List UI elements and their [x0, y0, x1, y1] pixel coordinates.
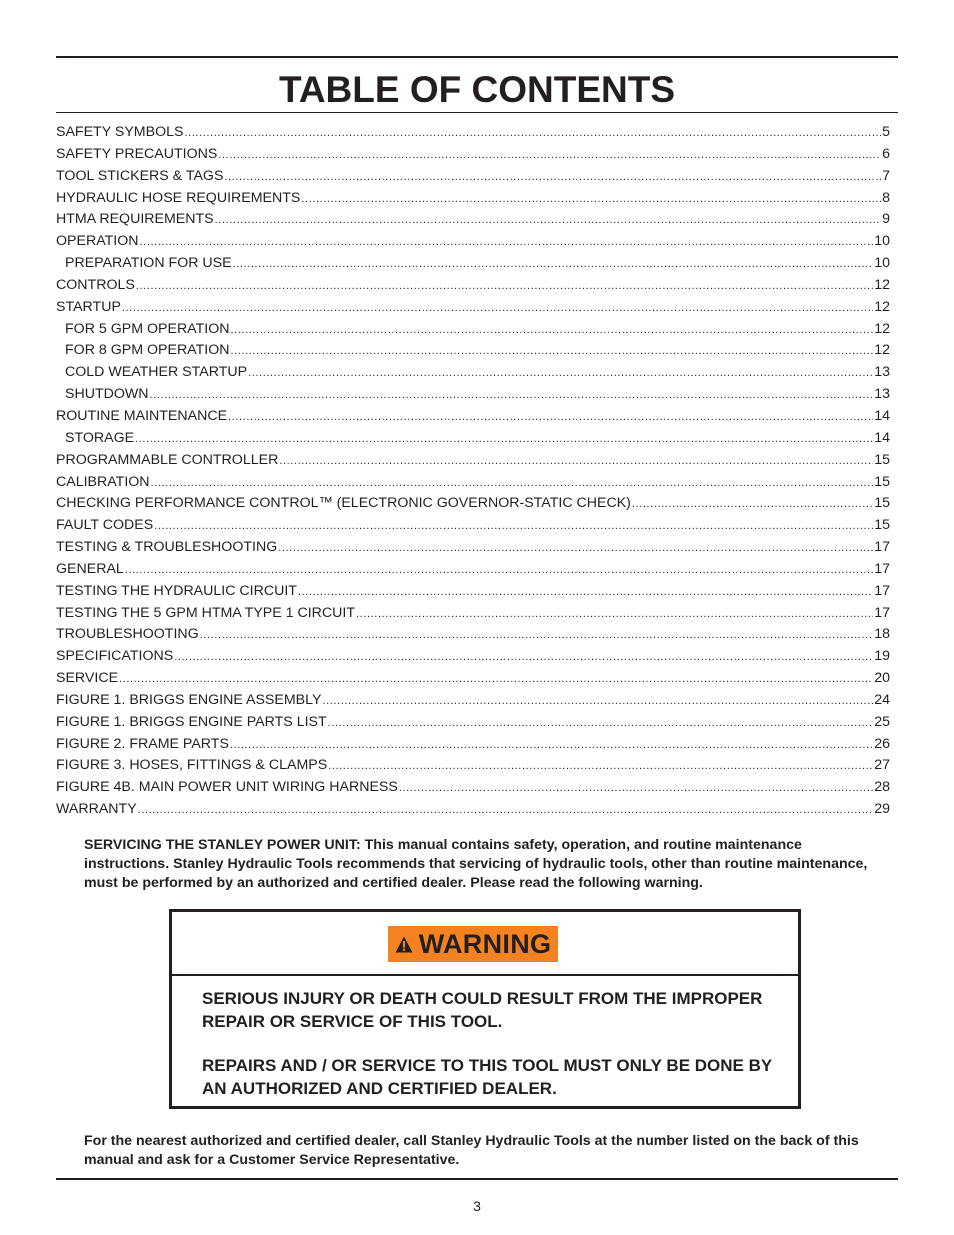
toc-entry-label: FIGURE 1. BRIGGS ENGINE PARTS LIST — [56, 713, 327, 730]
toc-leader-dots — [135, 429, 873, 450]
toc-leader-dots — [322, 691, 873, 712]
toc-entry-page: 19 — [874, 648, 890, 665]
toc-entry-label: TESTING THE 5 GPM HTMA TYPE 1 CIRCUIT — [56, 604, 356, 621]
toc-entry[interactable] — [56, 384, 890, 406]
toc-entry-page: 8 — [882, 189, 890, 206]
warning-badge — [388, 926, 558, 962]
toc-entry-page: 18 — [874, 626, 890, 643]
toc-entry[interactable] — [56, 231, 890, 253]
toc-entry[interactable] — [56, 297, 890, 319]
table-of-contents — [56, 122, 890, 821]
toc-entry-page: 17 — [874, 582, 890, 599]
toc-entry-label: FOR 8 GPM OPERATION — [65, 342, 230, 359]
toc-entry-label: WARRANTY — [56, 801, 137, 818]
toc-entry-label: ROUTINE MAINTENANCE — [56, 407, 228, 424]
toc-entry-page: 10 — [874, 233, 890, 250]
toc-entry-page: 27 — [874, 757, 890, 774]
toc-leader-dots — [328, 756, 873, 777]
toc-entry-page: 13 — [874, 364, 890, 381]
toc-entry[interactable] — [56, 690, 890, 712]
toc-entry-page: 14 — [874, 429, 890, 446]
toc-entry-label: FOR 5 GPM OPERATION — [65, 320, 230, 337]
toc-entry-label: SAFETY PRECAUTIONS — [56, 145, 218, 162]
toc-leader-dots — [231, 341, 874, 362]
toc-entry-page: 17 — [874, 539, 890, 556]
toc-entry-page: 29 — [874, 801, 890, 818]
title-rule — [56, 112, 898, 113]
warning-text-injury: SERIOUS INJURY OR DEATH COULD RESULT FROM THE IMPROPER REPAIR OR SERVICE OF THIS TOOL. — [202, 989, 763, 1031]
toc-entry-page: 10 — [874, 255, 890, 272]
toc-entry[interactable] — [56, 734, 890, 756]
warning-label: WARNING — [418, 929, 552, 959]
bottom-rule — [56, 1178, 898, 1180]
toc-entry[interactable] — [56, 450, 890, 472]
toc-entry[interactable] — [56, 209, 890, 231]
toc-leader-dots — [215, 210, 881, 231]
toc-entry-page: 12 — [874, 276, 890, 293]
toc-leader-dots — [632, 494, 873, 515]
toc-entry-label: SERVICE — [56, 670, 119, 687]
toc-leader-dots — [174, 647, 873, 668]
toc-entry-label: STARTUP — [56, 298, 121, 315]
toc-entry-page: 24 — [874, 691, 890, 708]
toc-leader-dots — [231, 320, 874, 341]
toc-entry[interactable] — [56, 624, 890, 646]
toc-entry[interactable] — [56, 515, 890, 537]
toc-leader-dots — [119, 669, 873, 690]
page-title: TABLE OF CONTENTS — [278, 69, 675, 110]
toc-leader-dots — [138, 800, 874, 821]
toc-entry-page: 9 — [882, 211, 890, 228]
toc-entry[interactable] — [56, 712, 890, 734]
toc-entry-page: 12 — [874, 342, 890, 359]
toc-leader-dots — [328, 713, 874, 734]
toc-entry-page: 15 — [874, 495, 890, 512]
warning-box — [169, 909, 801, 1109]
toc-leader-dots — [224, 167, 881, 188]
toc-entry-page: 12 — [874, 298, 890, 315]
toc-entry-page: 15 — [874, 517, 890, 534]
toc-leader-dots — [200, 625, 874, 646]
toc-entry-label: PREPARATION FOR USE — [65, 255, 232, 272]
toc-entry-label: FIGURE 4B. MAIN POWER UNIT WIRING HARNESS — [56, 779, 398, 796]
toc-entry[interactable] — [56, 122, 890, 144]
toc-entry-label: TESTING & TROUBLESHOOTING — [56, 539, 278, 556]
toc-entry-label: TOOL STICKERS & TAGS — [56, 167, 224, 184]
toc-leader-dots — [184, 123, 881, 144]
toc-entry[interactable] — [56, 166, 890, 188]
toc-leader-dots — [154, 516, 873, 537]
toc-entry[interactable] — [56, 581, 890, 603]
toc-entry[interactable] — [56, 537, 890, 559]
toc-entry-label: COLD WEATHER STARTUP — [65, 364, 248, 381]
toc-leader-dots — [136, 276, 873, 297]
toc-leader-dots — [279, 451, 873, 472]
warning-triangle-icon — [395, 936, 413, 953]
toc-leader-dots — [230, 735, 873, 756]
toc-entry-label: FIGURE 2. FRAME PARTS — [56, 735, 229, 752]
toc-entry-page: 7 — [882, 167, 890, 184]
toc-leader-dots — [151, 473, 874, 494]
toc-entry-page: 13 — [874, 386, 890, 403]
toc-entry[interactable] — [56, 144, 890, 166]
toc-entry-page: 15 — [874, 473, 890, 490]
toc-entry-label: FIGURE 3. HOSES, FITTINGS & CLAMPS — [56, 757, 328, 774]
servicing-intro-text: SERVICING THE STANLEY POWER UNIT: This manual contains safety, operation, and routine maintenance instructions. Stanley Hydraulic Tools recommends that servicing of hydraulic tools, other than routine maintenance, must be performed by an authorized and certified dealer. Please read the following warning. — [84, 837, 868, 891]
toc-entry[interactable] — [56, 253, 890, 275]
toc-leader-dots — [125, 560, 873, 581]
toc-entry-label: CALIBRATION — [56, 473, 150, 490]
top-rule — [56, 56, 898, 58]
toc-leader-dots — [298, 582, 873, 603]
toc-entry-label: CONTROLS — [56, 276, 135, 293]
toc-entry[interactable] — [56, 188, 890, 210]
toc-entry-label: OPERATION — [56, 233, 139, 250]
toc-entry-page: 17 — [874, 560, 890, 577]
toc-leader-dots — [301, 189, 881, 210]
warning-header — [172, 912, 798, 976]
toc-entry-page: 17 — [874, 604, 890, 621]
toc-entry[interactable] — [56, 646, 890, 668]
toc-leader-dots — [399, 778, 873, 799]
toc-leader-dots — [233, 254, 874, 275]
toc-entry[interactable] — [56, 668, 890, 690]
toc-entry-label: TESTING THE HYDRAULIC CIRCUIT — [56, 582, 297, 599]
toc-entry[interactable] — [56, 362, 890, 384]
toc-entry-label: SPECIFICATIONS — [56, 648, 174, 665]
toc-entry-label: CHECKING PERFORMANCE CONTROL™ (ELECTRONIC GOVERNOR-STATIC CHECK) — [56, 495, 631, 512]
toc-entry[interactable] — [56, 559, 890, 581]
toc-entry-label: FAULT CODES — [56, 517, 154, 534]
toc-entry[interactable] — [56, 777, 890, 799]
warning-body — [202, 988, 772, 1122]
toc-leader-dots — [122, 298, 873, 319]
toc-leader-dots — [228, 407, 873, 428]
toc-entry-label: GENERAL — [56, 560, 124, 577]
toc-entry-page: 5 — [882, 124, 890, 140]
toc-leader-dots — [356, 604, 873, 625]
toc-entry-label: HTMA REQUIREMENTS — [56, 211, 214, 228]
toc-entry[interactable] — [56, 319, 890, 341]
toc-leader-dots — [140, 232, 874, 253]
toc-entry-label: SAFETY SYMBOLS — [56, 124, 184, 140]
warning-text-repairs: REPAIRS AND / OR SERVICE TO THIS TOOL MUST ONLY BE DONE BY AN AUTHORIZED AND CERTIFIED DEALER. — [202, 1056, 772, 1098]
toc-entry-page: 25 — [874, 713, 890, 730]
toc-entry[interactable] — [56, 428, 890, 450]
toc-entry-page: 28 — [874, 779, 890, 796]
toc-leader-dots — [150, 385, 874, 406]
toc-entry-page: 15 — [874, 451, 890, 468]
page-number: 3 — [473, 1198, 481, 1214]
toc-entry[interactable] — [56, 275, 890, 297]
toc-entry-page: 20 — [874, 670, 890, 687]
toc-entry[interactable] — [56, 493, 890, 515]
dealer-contact-note: For the nearest authorized and certified dealer, call Stanley Hydraulic Tools at the number listed on the back of this manual and ask for a Customer Service Representative. — [84, 1133, 859, 1168]
toc-entry-label: SHUTDOWN — [65, 386, 149, 403]
toc-entry-label: TROUBLESHOOTING — [56, 626, 199, 643]
toc-entry-page: 12 — [874, 320, 890, 337]
toc-entry[interactable] — [56, 603, 890, 625]
toc-entry[interactable] — [56, 340, 890, 362]
toc-leader-dots — [218, 145, 881, 166]
toc-entry-page: 14 — [874, 407, 890, 424]
toc-entry-label: STORAGE — [65, 429, 135, 446]
toc-entry[interactable] — [56, 472, 890, 494]
toc-entry-page: 26 — [874, 735, 890, 752]
toc-entry-label: FIGURE 1. BRIGGS ENGINE ASSEMBLY — [56, 691, 322, 708]
toc-entry-page: 6 — [882, 145, 890, 162]
toc-leader-dots — [248, 363, 873, 384]
toc-entry-label: HYDRAULIC HOSE REQUIREMENTS — [56, 189, 301, 206]
toc-entry-label: PROGRAMMABLE CONTROLLER — [56, 451, 279, 468]
toc-leader-dots — [278, 538, 873, 559]
toc-entry[interactable] — [56, 406, 890, 428]
toc-entry[interactable] — [56, 755, 890, 777]
toc-entry[interactable] — [56, 799, 890, 821]
